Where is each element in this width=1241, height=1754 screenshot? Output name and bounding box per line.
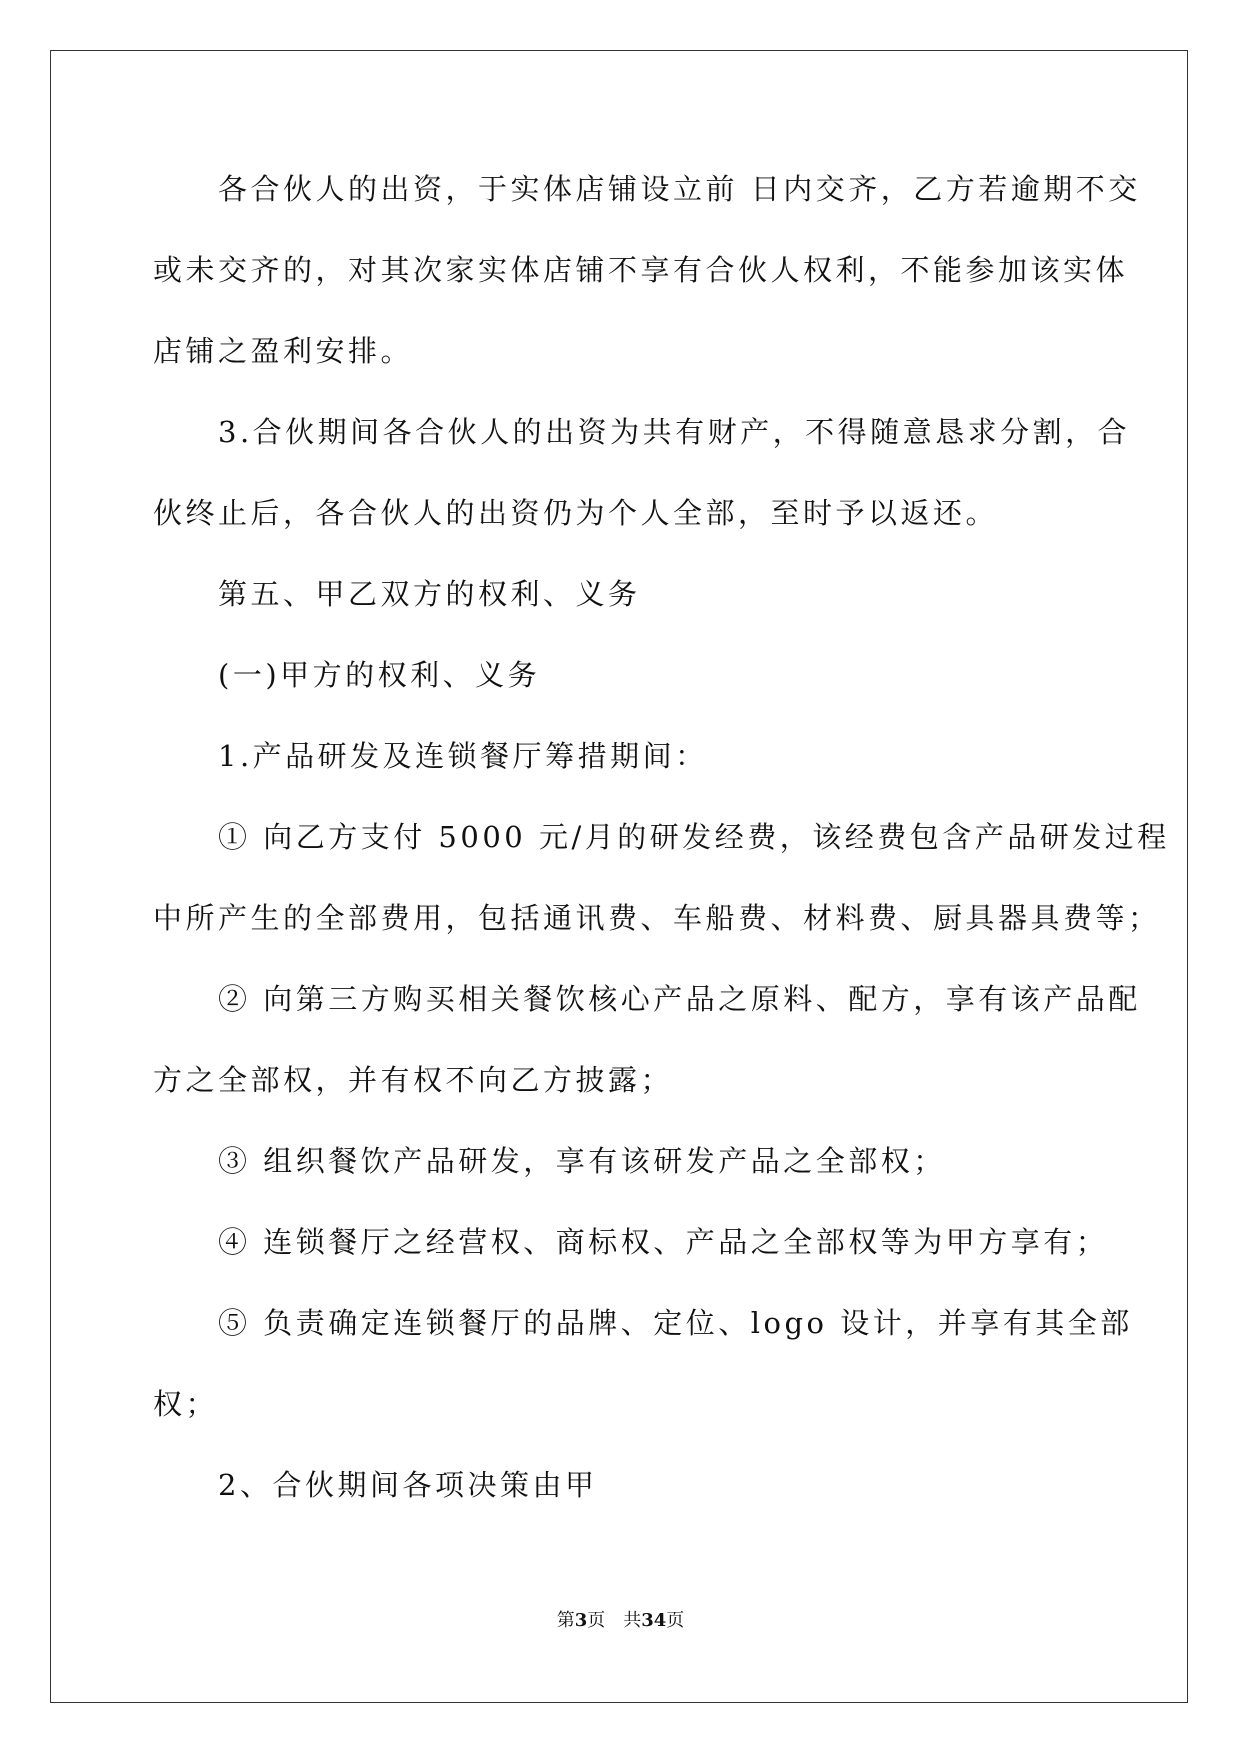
text-line: 2、合伙期间各项决策由甲 [153,1468,598,1502]
total-prefix: 共 [623,1610,642,1631]
page-suffix: 页 [587,1610,606,1631]
current-page-number: 3 [574,1610,588,1631]
text-line: 1.产品研发及连锁餐厅筹措期间： [153,739,708,773]
page-footer [0,1606,1241,1632]
text-line: ① 向乙方支付 5000 元/月的研发经费，该经费包含产品研发过程 [153,820,1170,854]
total-page-count: 34 [641,1610,667,1631]
text-line: 伙终止后，各合伙人的出资仍为个人全部，至时予以返还。 [153,496,999,530]
page-prefix: 第 [556,1610,575,1631]
text-line: 或未交齐的，对其次家实体店铺不享有合伙人权利，不能参加该实体 [153,253,1129,287]
text-line: 各合伙人的出资，于实体店铺设立前 日内交齐，乙方若逾期不交 [153,172,1141,206]
text-line: ② 向第三方购买相关餐饮核心产品之原料、配方，享有该产品配 [153,982,1141,1016]
text-line: 权； [153,1387,219,1421]
text-line: ④ 连锁餐厅之经营权、商标权、产品之全部权等为甲方享有； [153,1225,1109,1259]
text-line: ③ 组织餐饮产品研发，享有该研发产品之全部权； [153,1144,946,1178]
total-suffix: 页 [666,1610,685,1631]
text-line: 中所产生的全部费用，包括通讯费、车船费、材料费、厨具器具费等； [153,901,1161,935]
text-line: ⑤ 负责确定连锁餐厅的品牌、定位、logo 设计，并享有其全部 [153,1306,1133,1340]
text-line: 方之全部权，并有权不向乙方披露； [153,1063,674,1097]
text-line: 3.合伙期间各合伙人的出资为共有财产，不得随意恳求分割，合 [153,415,1131,449]
text-line: 店铺之盈利安排。 [153,334,414,368]
section-heading: 第五、甲乙双方的权利、义务 [153,577,641,611]
subsection-heading: (一)甲方的权利、义务 [153,658,541,692]
